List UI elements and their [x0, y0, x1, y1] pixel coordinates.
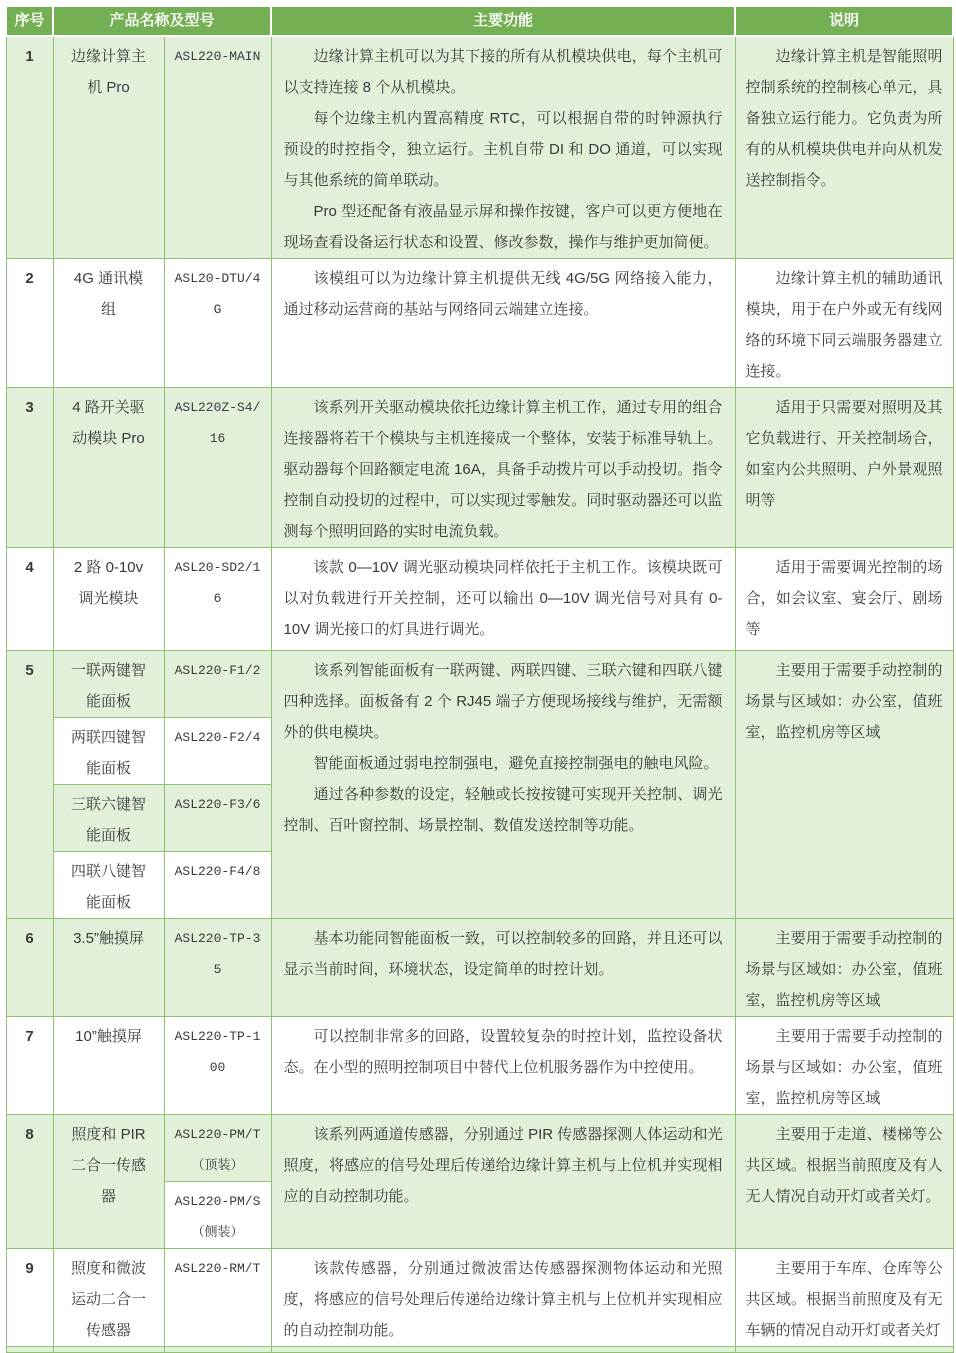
model-cell: ASL220-F3/6	[164, 785, 271, 852]
table-row	[6, 259, 953, 388]
table-row	[6, 919, 953, 1017]
header-index: 序号	[6, 6, 53, 36]
model-cell: ASL220-PM/T（顶装）	[164, 1115, 271, 1182]
paragraph: 该模组可以为边缘计算主机提供无线 4G/5G 网络接入能力，通过移动运营商的基站与网络同云端建立连接。	[283, 270, 723, 318]
description-cell	[735, 1115, 953, 1249]
paragraph: 主要用于走道、楼梯等公共区域。根据当前照度及有人无人情况自动开灯或者关灯。	[745, 1126, 943, 1205]
paragraph: 该系列智能面板有一联两键、两联四键、三联六键和四联八键四种选择。面板备有 2 个 RJ45 端子方便现场接线与维护，无需额外的供电模块。	[283, 662, 723, 741]
function-cell	[271, 259, 735, 388]
table-header	[6, 6, 953, 36]
paragraph: 边缘计算主机的辅助通讯模块，用于在户外或无有线网络的环境下同云端服务器建立连接。	[745, 270, 943, 380]
product-name-cell: 照度和微波运动二合一传感器	[53, 1249, 164, 1347]
paragraph: 每个边缘主机内置高精度 RTC，可以根据自带的时钟源执行预设的时控指令，独立运行。主机自带 DI 和 DO 通道，可以实现与其他系统的简单联动。	[283, 110, 723, 189]
row-index-cell: 4	[6, 548, 53, 651]
header-row	[6, 6, 953, 36]
spacer-cell	[735, 1347, 953, 1353]
table-row	[6, 388, 953, 548]
model-cell: ASL220-TP-100	[164, 1017, 271, 1115]
description-cell	[735, 919, 953, 1017]
product-name-cell: 4 路开关驱动模块 Pro	[53, 388, 164, 548]
product-name-cell: 一联两键智能面板	[53, 651, 164, 718]
table-row	[6, 651, 953, 718]
model-cell: ASL20-DTU/4G	[164, 259, 271, 388]
spacer-cell	[164, 1347, 271, 1353]
header-description: 说明	[735, 6, 953, 36]
model-cell: ASL220-RM/T	[164, 1249, 271, 1347]
model-cell: ASL220-F1/2	[164, 651, 271, 718]
product-name-cell: 照度和 PIR 二合一传感器	[53, 1115, 164, 1249]
product-name-cell: 10”触摸屏	[53, 1017, 164, 1115]
product-name-cell: 两联四键智能面板	[53, 718, 164, 785]
paragraph: 边缘计算主机可以为其下接的所有从机模块供电，每个主机可以支持连接 8 个从机模块。	[283, 48, 723, 96]
model-cell: ASL220-F4/8	[164, 852, 271, 919]
description-cell	[735, 36, 953, 259]
model-cell: ASL220Z-S4/16	[164, 388, 271, 548]
paragraph: 通过各种参数的设定，轻触或长按按键可实现开关控制、调光控制、百叶窗控制、场景控制、数值发送控制等功能。	[283, 786, 723, 834]
table-body	[6, 36, 953, 1353]
paragraph: 适用于只需要对照明及其它负载进行、开关控制场合，如室内公共照明、户外景观照明等	[745, 399, 943, 509]
product-name-cell: 2 路 0-10v 调光模块	[53, 548, 164, 651]
paragraph: 主要用于需要手动控制的场景与区域如：办公室，值班室，监控机房等区域	[745, 1028, 943, 1107]
table-row	[6, 548, 953, 651]
model-cell: ASL220-F2/4	[164, 718, 271, 785]
paragraph: 该系列开关驱动模块依托边缘计算主机工作，通过专用的组合连接器将若干个模块与主机连接成一个整体，安装于标准导轨上。驱动器每个回路额定电流 16A，具备手动拨片可以手动投切。指令控制自动投切的过程中，可以实现过零触发。同时驱动器还可以监测每个照明回路的实时电流负载。	[283, 399, 723, 540]
function-cell	[271, 1017, 735, 1115]
paragraph: 该款传感器，分别通过微波雷达传感器探测物体运动和光照度，将感应的信号处理后传递给边缘计算主机与上位机并实现相应的自动控制功能。	[283, 1260, 723, 1339]
table-row	[6, 36, 953, 259]
product-name-cell: 4G 通讯模组	[53, 259, 164, 388]
product-name-cell: 四联八键智能面板	[53, 852, 164, 919]
row-index-cell: 2	[6, 259, 53, 388]
paragraph: 可以控制非常多的回路，设置较复杂的时控计划，监控设备状态。在小型的照明控制项目中替代上位机服务器作为中控使用。	[283, 1028, 723, 1076]
row-index-cell: 3	[6, 388, 53, 548]
row-index-cell: 9	[6, 1249, 53, 1347]
description-cell	[735, 388, 953, 548]
spacer-row	[6, 1347, 953, 1353]
row-index-cell: 1	[6, 36, 53, 259]
paragraph: 主要用于车库、仓库等公共区域。根据当前照度及有无车辆的情况自动开灯或者关灯	[745, 1260, 943, 1339]
paragraph: 基本功能同智能面板一致，可以控制较多的回路，并且还可以显示当前时间，环境状态，设定简单的时控计划。	[283, 930, 723, 978]
model-cell: ASL220-MAIN	[164, 36, 271, 259]
row-index-cell: 7	[6, 1017, 53, 1115]
product-table	[5, 5, 954, 1353]
function-cell	[271, 1115, 735, 1249]
spacer-cell	[53, 1347, 164, 1353]
paragraph: 智能面板通过弱电控制强电，避免直接控制强电的触电风险。	[313, 755, 719, 772]
description-cell	[735, 259, 953, 388]
row-index-cell: 6	[6, 919, 53, 1017]
model-cell: ASL20-SD2/16	[164, 548, 271, 651]
product-name-cell: 3.5”触摸屏	[53, 919, 164, 1017]
model-cell: ASL220-TP-35	[164, 919, 271, 1017]
function-cell	[271, 548, 735, 651]
row-index-cell: 8	[6, 1115, 53, 1249]
description-cell	[735, 651, 953, 919]
function-cell	[271, 388, 735, 548]
header-function: 主要功能	[271, 6, 735, 36]
paragraph: 边缘计算主机是智能照明控制系统的控制核心单元，具备独立运行能力。它负责为所有的从机模块供电并向从机发送控制指令。	[745, 48, 943, 189]
spacer-cell	[271, 1347, 735, 1353]
paragraph: 主要用于需要手动控制的场景与区域如：办公室，值班室，监控机房等区域	[745, 662, 943, 741]
paragraph: Pro 型还配备有液晶显示屏和操作按键，客户可以更方便地在现场查看设备运行状态和设置、修改参数，操作与维护更加简便。	[283, 203, 723, 251]
spacer-cell	[6, 1347, 53, 1353]
description-cell	[735, 1017, 953, 1115]
paragraph: 主要用于需要手动控制的场景与区域如：办公室，值班室，监控机房等区域	[745, 930, 943, 1009]
description-cell	[735, 548, 953, 651]
table-row	[6, 1115, 953, 1182]
header-name-model: 产品名称及型号	[53, 6, 271, 36]
product-name-cell: 边缘计算主机 Pro	[53, 36, 164, 259]
paragraph: 该系列两通道传感器，分别通过 PIR 传感器探测人体运动和光照度，将感应的信号处理后传递给边缘计算主机与上位机并实现相应的自动控制功能。	[283, 1126, 723, 1205]
function-cell	[271, 919, 735, 1017]
function-cell	[271, 36, 735, 259]
table-row	[6, 1017, 953, 1115]
function-cell	[271, 651, 735, 919]
row-index-cell: 5	[6, 651, 53, 919]
paragraph: 该款 0—10V 调光驱动模块同样依托于主机工作。该模块既可以对负载进行开关控制，还可以输出 0—10V 调光信号对具有 0-10V 调光接口的灯具进行调光。	[283, 559, 723, 638]
product-name-cell: 三联六键智能面板	[53, 785, 164, 852]
model-cell: ASL220-PM/S（侧装）	[164, 1182, 271, 1249]
paragraph: 适用于需要调光控制的场合，如会议室、宴会厅、剧场等	[745, 559, 943, 638]
